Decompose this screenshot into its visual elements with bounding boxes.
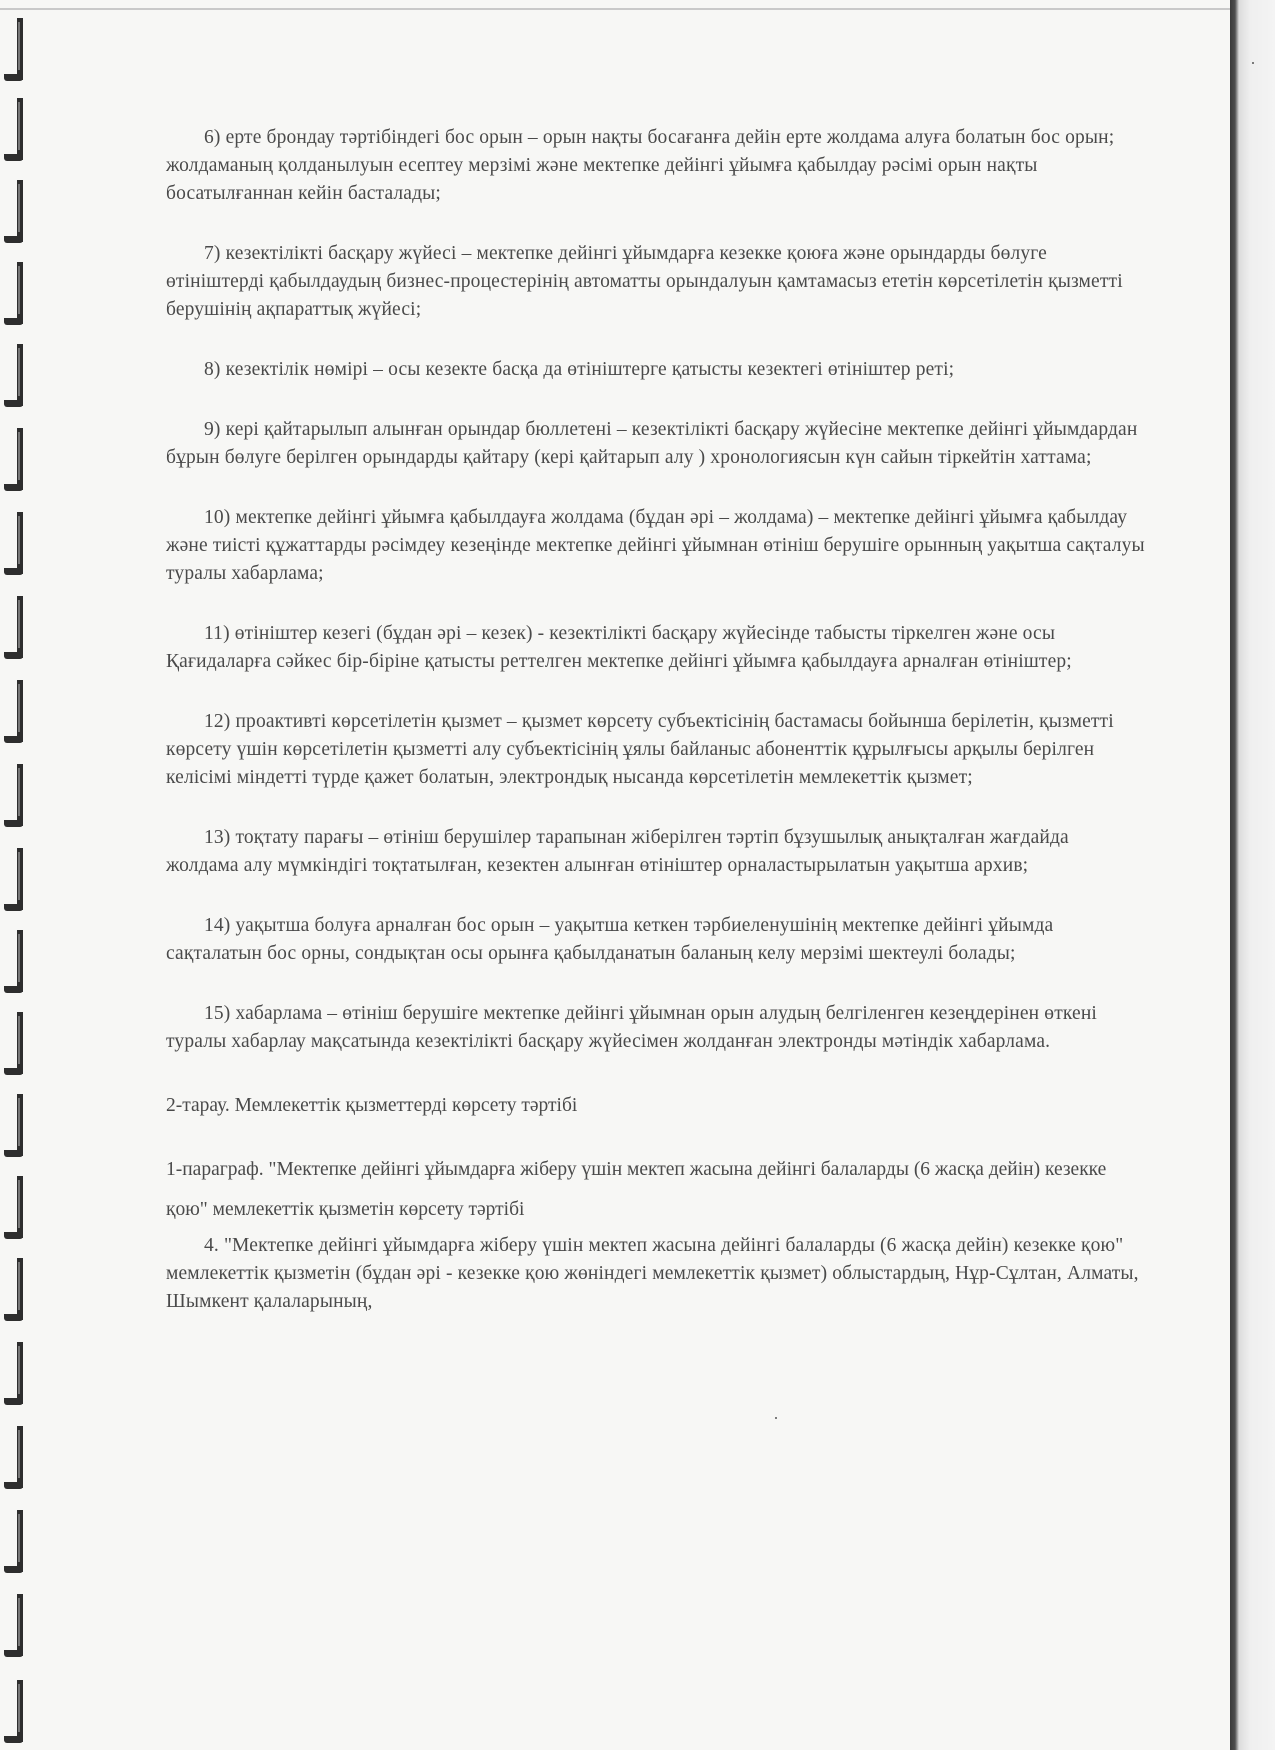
definition-7: 7) кезектілікті басқару жүйесі – мектепке дейінгі ұйымдарға кезекке қоюға және орындарды бөлуге өтініштерді қабылдаудың бизнес-процестерінің автоматты орындалуын қамтамасыз ететін көрсетілетін қызметті берушінің ақпараттық жүйесі; [166, 243, 1123, 320]
scan-speck [775, 1417, 777, 1419]
definition-14: 14) уақытша болуға арналған бос орын – уақытша кеткен тәрбиеленушінің мектепке дейінгі ұйымда сақталатын бос орны, сондықтан осы орынға қабылданатын баланың келу мерзімі шектеулі болады; [166, 915, 1054, 964]
definition-12: 12) проактивті көрсетілетін қызмет – қызмет көрсету субъектісінің бастамасы бойынша берілетін, қызметті көрсету үшін көрсетілетін қызметті алу субъектісінің ұялы байланыс абоненттік құрылғысы арқылы берілген келісімі міндетті түрде қажет болатын, электрондық нысанда көрсетілетін мемлекеттік қызмет; [166, 711, 1114, 788]
binding-ring [4, 848, 26, 914]
binding-ring [4, 680, 26, 746]
definition-9: 9) кері қайтарылып алынған орындар бюллетені – кезектілікті басқару жүйесіне мектепке дейінгі ұйымдардан бұрын бөлуге берілген орындарды қайтару (кері қайтарып алу ) хронологиясын күн сайын тіркейтін хаттама; [166, 419, 1138, 468]
paragraph-heading: 1-параграф. "Мектепке дейінгі ұйымдарға жіберу үшін мектеп жасына дейінгі балаларды (6 жасқа дейін) кезекке қою" мемлекеттік қызметін көрсету тәртібі [166, 1159, 1107, 1220]
definition-15: 15) хабарлама – өтініш берушіге мектепке дейінгі ұйымнан орын алудың белгіленген кезеңдерінен өткені туралы хабарлау мақсатында кезектілікті басқару жүйесімен жолданған электронды мәтіндік хабарлама. [166, 1003, 1097, 1052]
binding-ring [4, 512, 26, 578]
definition-6: 6) ерте брондау тәртібіндегі бос орын – орын нақты босағанға дейін ерте жолдама алуға болатын бос орын; жолдаманың қолданылуын есептеу мерзімі және мектепке дейінгі ұйымға қабылдау рәсімі орын нақты босатылғаннан кейін басталады; [166, 127, 1115, 204]
scan-right-edge-shadow [1230, 0, 1275, 1750]
document-body [166, 124, 1146, 1316]
binding-ring [4, 18, 26, 84]
binding-ring [4, 1094, 26, 1160]
binding-ring [4, 1426, 26, 1492]
spiral-binding [0, 0, 40, 1750]
binding-ring [4, 596, 26, 662]
binding-ring [4, 1342, 26, 1408]
binding-ring [4, 1012, 26, 1078]
binding-ring [4, 428, 26, 494]
definition-13: 13) тоқтату парағы – өтініш берушілер тарапынан жіберілген тәртіп бұзушылық анықталған жағдайда жолдама алу мүмкіндігі тоқтатылған, кезектен алынған өтініштер орналастырылатын уақытша архив; [166, 827, 1069, 876]
chapter-heading: 2-тарау. Мемлекеттік қызметтерді көрсету тәртібі [166, 1095, 578, 1116]
binding-ring [4, 262, 26, 328]
binding-ring [4, 1680, 26, 1746]
binding-ring [4, 930, 26, 996]
item-4-text: 4. "Мектепке дейінгі ұйымдарға жіберу үшін мектеп жасына дейінгі балаларды (6 жасқа дейін) кезекке қою" мемлекеттік қызметін (бұдан әрі - кезекке қою жөніндегі мемлекеттік қызмет) облыстардың, Нұр-Сұлтан, Алматы, Шымкент қалаларының, [166, 1235, 1139, 1312]
definition-8: 8) кезектілік нөмірі – осы кезекте басқа да өтініштерге қатысты кезектегі өтініштер реті; [204, 359, 955, 380]
scan-top-edge [0, 8, 1232, 10]
binding-ring [4, 344, 26, 410]
scan-speck [1252, 62, 1254, 64]
binding-ring [4, 764, 26, 830]
binding-ring [4, 1594, 26, 1660]
definition-10: 10) мектепке дейінгі ұйымға қабылдауға жолдама (бұдан әрі – жолдама) – мектепке дейінгі ұйымға қабылдау және тиісті құжаттарды рәсімдеу кезеңінде мектепке дейінгі ұйымнан өтініш берушіге орынның уақытша сақталуы туралы хабарлама; [166, 507, 1145, 584]
binding-ring [4, 1176, 26, 1242]
binding-ring [4, 98, 26, 164]
definition-11: 11) өтініштер кезегі (бұдан әрі – кезек) - кезектілікті басқару жүйесінде табысты тіркелген және осы Қағидаларға сәйкес бір-біріне қатысты реттелген мектепке дейінгі ұйымға қабылдауға арналған өтініштер; [166, 623, 1072, 672]
binding-ring [4, 1510, 26, 1576]
binding-ring [4, 180, 26, 246]
binding-ring [4, 1258, 26, 1324]
